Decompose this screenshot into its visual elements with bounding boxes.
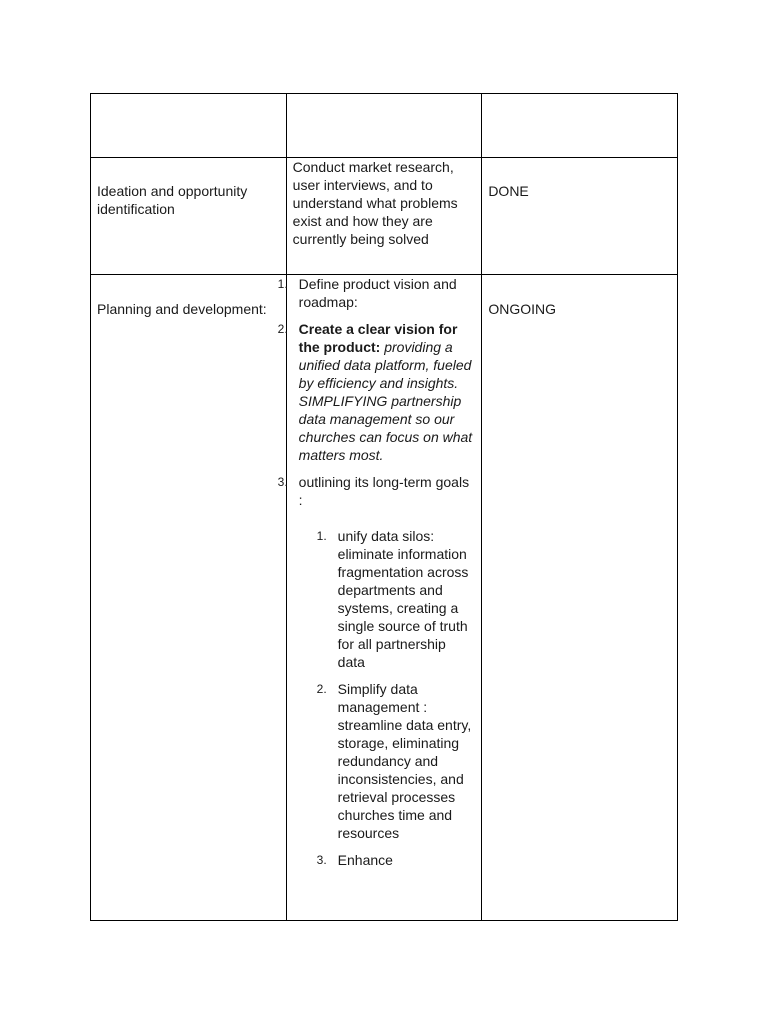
status-text: ONGOING [488, 301, 556, 317]
list-italic-text: providing a unified data platform, fueled by efficiency and insights. SIMPLIFYING partnership data management so our churches can focus on what matters most. [298, 339, 473, 463]
description-text: Conduct market research, user interviews, and to understand what problems exist and how they are currently being solved [292, 159, 458, 247]
list-number: 3. [316, 853, 327, 867]
list-text: Enhance [337, 852, 393, 868]
list-item [277, 275, 476, 311]
header-cell [482, 94, 678, 158]
table-row [91, 158, 678, 275]
status-cell [482, 275, 678, 921]
roadmap-table [90, 93, 678, 921]
list-item [293, 851, 476, 869]
table-header-row [91, 94, 678, 158]
header-cell [286, 94, 482, 158]
list-item [277, 473, 476, 509]
goals-list [293, 527, 476, 869]
status-text: DONE [488, 183, 529, 199]
list-number: 2. [277, 322, 288, 336]
list-text: outlining its long-term goals : [298, 474, 470, 508]
list-item [293, 527, 476, 671]
phase-label: Ideation and opportunity identification [97, 183, 248, 217]
list-number: 3. [277, 475, 288, 489]
description-cell [286, 158, 482, 275]
description-cell [277, 275, 482, 921]
list-bold-text: Create a clear vision for the product: [298, 321, 458, 355]
list-number: 1. [277, 277, 288, 291]
list-text: unify data silos: eliminate information fragmentation across departments and systems, creating a single source of truth for all partnership data [337, 528, 469, 670]
list-text: Simplify data management : streamline data entry, storage, eliminating redundancy and inconsistencies, and retrieval processes churches time and resources [337, 681, 472, 841]
status-cell [482, 158, 678, 275]
steps-list [277, 275, 476, 509]
phase-label: Planning and development: [97, 301, 267, 317]
list-number: 1. [316, 529, 327, 543]
list-item [293, 680, 476, 842]
phase-cell [91, 158, 287, 275]
list-text [299, 320, 476, 464]
list-item [277, 320, 476, 464]
list-text: Define product vision and roadmap: [298, 276, 457, 310]
list-number: 2. [316, 682, 327, 696]
table-row [91, 275, 678, 921]
header-cell [91, 94, 287, 158]
